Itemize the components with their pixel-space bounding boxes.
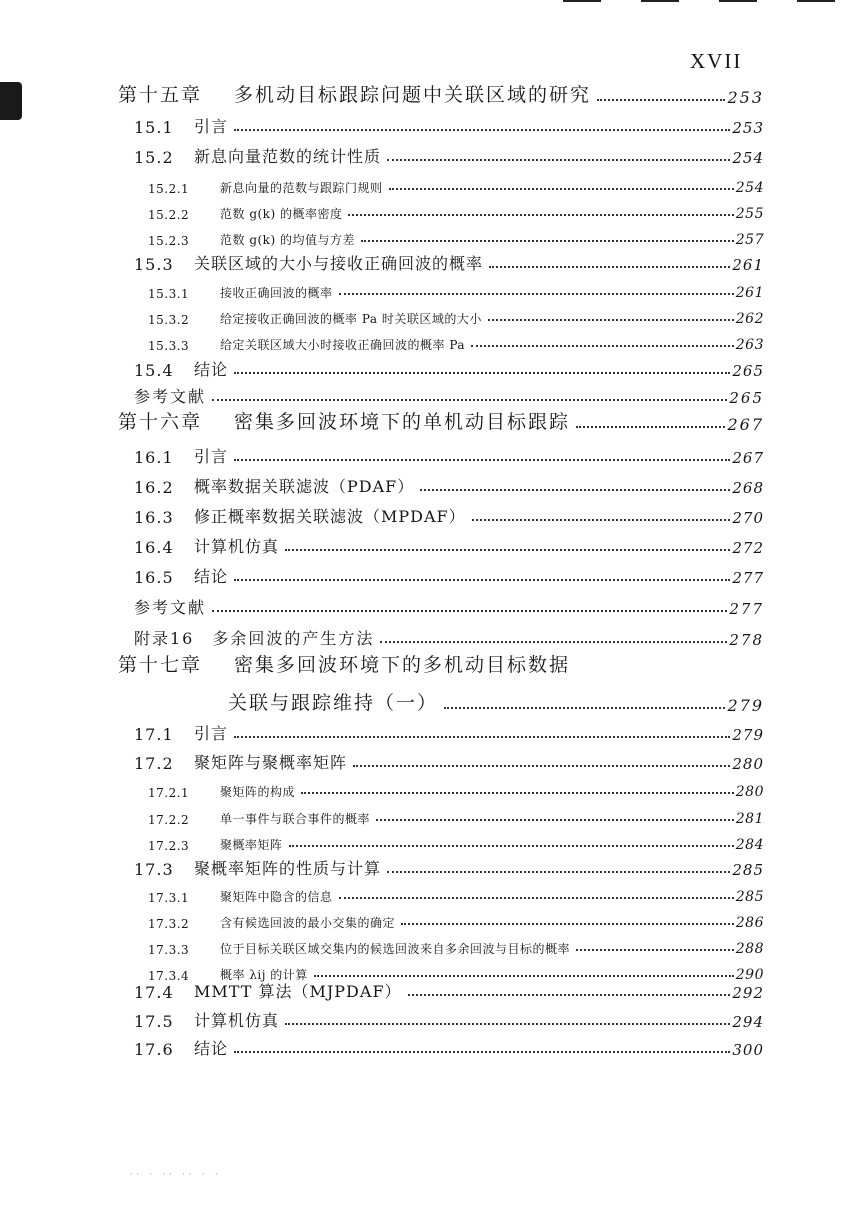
dot-leader bbox=[285, 549, 730, 551]
entry-page: 285 bbox=[735, 889, 764, 905]
entry-title: 修正概率数据关联滤波（MPDAF） bbox=[194, 507, 466, 526]
entry-number: 15.2.3 bbox=[148, 234, 190, 248]
entry-number: 17.3.4 bbox=[148, 969, 190, 983]
entry-page: 278 bbox=[729, 631, 764, 649]
scan-specks: ·· · ·· ·· · · bbox=[130, 1170, 222, 1179]
entry-page: 280 bbox=[735, 784, 764, 800]
toc-entry-sub[interactable] bbox=[148, 273, 764, 301]
toc-entry-section[interactable] bbox=[134, 1031, 764, 1059]
entry-title: 概率数据关联滤波（PDAF） bbox=[194, 477, 415, 496]
dot-leader bbox=[234, 459, 730, 461]
entry-title: 给定接收正确回波的概率 Pa 时关联区域的大小 bbox=[220, 312, 482, 326]
dot-leader bbox=[234, 1051, 730, 1053]
entry-page: 292 bbox=[732, 984, 764, 1002]
entry-number: 17.3 bbox=[134, 860, 174, 879]
entry-title: 引言 bbox=[194, 724, 229, 743]
entry-number: 15.2.1 bbox=[148, 182, 190, 196]
entry-title: 新息向量的范数与跟踪门规则 bbox=[220, 181, 383, 195]
entry-page: 255 bbox=[735, 206, 764, 222]
toc-entry-section[interactable] bbox=[134, 109, 764, 137]
entry-number: 17.3.2 bbox=[148, 917, 190, 931]
entry-number: 15.1 bbox=[134, 118, 174, 137]
toc-entry-section[interactable] bbox=[134, 745, 764, 773]
entry-title: 概率 λij 的计算 bbox=[220, 968, 308, 982]
toc-entry-sub[interactable] bbox=[148, 325, 764, 353]
toc-entry-sub[interactable] bbox=[148, 194, 764, 222]
toc-entry-sub[interactable] bbox=[148, 220, 764, 248]
toc-entry-section[interactable] bbox=[134, 499, 764, 527]
entry-page: 279 bbox=[727, 696, 764, 715]
toc-entry-plain[interactable] bbox=[134, 590, 764, 618]
entry-page: 268 bbox=[732, 479, 764, 497]
dot-leader bbox=[488, 319, 734, 321]
entry-title: 计算机仿真 bbox=[194, 1011, 280, 1030]
entry-page: 280 bbox=[732, 755, 764, 773]
dot-leader bbox=[212, 399, 727, 401]
toc-entry-sub[interactable] bbox=[148, 168, 764, 196]
entry-title: 密集多回波环境下的单机动目标跟踪 bbox=[234, 411, 571, 433]
toc-entry-section[interactable] bbox=[134, 716, 764, 744]
entry-number: 16.1 bbox=[134, 448, 174, 467]
entry-page: 254 bbox=[732, 149, 764, 167]
entry-number: 17.2.1 bbox=[148, 786, 190, 800]
entry-number: 17.4 bbox=[134, 983, 174, 1002]
dot-leader bbox=[353, 765, 730, 767]
entry-number: 17.2 bbox=[134, 754, 174, 773]
entry-page: 261 bbox=[735, 285, 764, 301]
dot-leader bbox=[576, 949, 734, 951]
entry-number: 17.2.2 bbox=[148, 813, 190, 827]
toc-entry-sub[interactable] bbox=[148, 903, 764, 931]
entry-title: 单一事件与联合事件的概率 bbox=[220, 812, 371, 826]
entry-title: 范数 g(k) 的概率密度 bbox=[220, 207, 343, 221]
page-number: XVII bbox=[690, 49, 743, 73]
dot-leader bbox=[387, 159, 730, 161]
entry-page: 267 bbox=[732, 449, 764, 467]
dot-leader bbox=[471, 345, 734, 347]
dot-leader bbox=[376, 819, 734, 821]
entry-page: 262 bbox=[735, 311, 764, 327]
dot-leader bbox=[339, 293, 734, 295]
toc-entry-continuation[interactable] bbox=[228, 687, 764, 715]
toc-entry-section[interactable] bbox=[134, 1003, 764, 1031]
dot-leader bbox=[489, 266, 730, 268]
entry-number: 17.5 bbox=[134, 1012, 174, 1031]
dot-leader bbox=[387, 871, 730, 873]
entry-page: 288 bbox=[735, 941, 764, 957]
entry-number: 17.2.3 bbox=[148, 839, 190, 853]
entry-number: 15.3.2 bbox=[148, 313, 190, 327]
entry-title: 关联与跟踪维持（一） bbox=[228, 692, 439, 714]
toc-entry-section[interactable] bbox=[134, 851, 764, 879]
dot-leader bbox=[285, 1023, 730, 1025]
entry-title: 位于目标关联区域交集内的候选回波来自多余回波与目标的概率 bbox=[220, 942, 571, 956]
toc-entry-chapter[interactable] bbox=[118, 79, 764, 107]
entry-number: 16.5 bbox=[134, 568, 174, 587]
entry-number: 第十五章 bbox=[118, 84, 203, 106]
dot-leader bbox=[420, 489, 730, 491]
entry-title: 含有候选回波的最小交集的确定 bbox=[220, 916, 396, 930]
entry-title: 关联区域的大小与接收正确回波的概率 bbox=[194, 254, 484, 273]
entry-title: 密集多回波环境下的多机动目标数据 bbox=[234, 654, 571, 676]
entry-page: 281 bbox=[735, 811, 764, 827]
entry-title: 聚概率矩阵 bbox=[220, 838, 283, 852]
toc-entry-section[interactable] bbox=[134, 246, 764, 274]
dot-leader bbox=[380, 641, 727, 643]
dot-leader bbox=[234, 129, 730, 131]
entry-title: 引言 bbox=[194, 117, 229, 136]
entry-title: 范数 g(k) 的均值与方差 bbox=[220, 233, 355, 247]
entry-page: 286 bbox=[735, 915, 764, 931]
toc-entry-sub[interactable] bbox=[148, 877, 764, 905]
entry-page: 285 bbox=[732, 861, 764, 879]
entry-number: 17.1 bbox=[134, 725, 174, 744]
toc-entry-sub[interactable] bbox=[148, 299, 764, 327]
toc-entry-section[interactable] bbox=[134, 559, 764, 587]
entry-page: 284 bbox=[735, 837, 764, 853]
dot-leader bbox=[408, 994, 731, 996]
entry-title: 结论 bbox=[194, 1039, 229, 1058]
entry-page: 272 bbox=[732, 539, 764, 557]
toc-entry-sub[interactable] bbox=[148, 929, 764, 957]
dot-leader bbox=[597, 99, 725, 101]
entry-title: 多机动目标跟踪问题中关联区域的研究 bbox=[234, 84, 592, 106]
entry-page: 257 bbox=[735, 232, 764, 248]
dot-leader bbox=[444, 707, 725, 709]
dot-leader bbox=[212, 610, 727, 612]
entry-page: 294 bbox=[732, 1013, 764, 1031]
toc-entry-chapter[interactable] bbox=[118, 649, 570, 677]
entry-page: 254 bbox=[735, 180, 764, 196]
entry-title: 聚矩阵的构成 bbox=[220, 785, 296, 799]
dot-leader bbox=[401, 923, 734, 925]
entry-number: 15.2.2 bbox=[148, 208, 190, 222]
entry-page: 265 bbox=[732, 362, 764, 380]
entry-number: 15.4 bbox=[134, 361, 174, 380]
dot-leader bbox=[576, 426, 725, 428]
dot-leader bbox=[472, 519, 731, 521]
entry-title: 计算机仿真 bbox=[194, 537, 280, 556]
entry-page: 277 bbox=[729, 600, 764, 618]
entry-title: MMTT 算法（MJPDAF） bbox=[194, 982, 402, 1001]
entry-title: 新息向量范数的统计性质 bbox=[194, 147, 382, 166]
entry-number: 15.3.1 bbox=[148, 287, 190, 301]
entry-page: 279 bbox=[732, 726, 764, 744]
entry-number: 15.3 bbox=[134, 255, 174, 274]
entry-page: 277 bbox=[732, 569, 764, 587]
toc-entry-section[interactable] bbox=[134, 529, 764, 557]
dot-leader bbox=[234, 579, 730, 581]
entry-title: 结论 bbox=[194, 567, 229, 586]
entry-page: 263 bbox=[735, 337, 764, 353]
toc-entry-chapter[interactable] bbox=[118, 406, 764, 434]
entry-page: 290 bbox=[735, 967, 764, 983]
entry-number: 17.3.3 bbox=[148, 943, 190, 957]
entry-page: 265 bbox=[729, 389, 764, 407]
toc-entry-plain[interactable] bbox=[134, 621, 764, 649]
dot-leader bbox=[361, 240, 734, 242]
dot-leader bbox=[348, 214, 733, 216]
entry-number: 第十六章 bbox=[118, 411, 203, 433]
entry-number: 17.3.1 bbox=[148, 891, 190, 905]
dot-leader bbox=[301, 792, 734, 794]
dot-leader bbox=[389, 188, 734, 190]
toc-entry-sub[interactable] bbox=[148, 825, 764, 853]
toc-entry-section[interactable] bbox=[134, 439, 764, 467]
entry-page: 253 bbox=[732, 119, 764, 137]
entry-title: 接收正确回波的概率 bbox=[220, 286, 333, 300]
entry-number: 15.3.3 bbox=[148, 339, 190, 353]
dot-leader bbox=[234, 736, 730, 738]
entry-page: 267 bbox=[727, 415, 764, 434]
entry-title: 结论 bbox=[194, 360, 229, 379]
entry-number: 16.4 bbox=[134, 538, 174, 557]
entry-page: 261 bbox=[732, 256, 764, 274]
entry-number: 16.3 bbox=[134, 508, 174, 527]
toc-entry-plain[interactable] bbox=[134, 379, 764, 407]
entry-title: 聚概率矩阵的性质与计算 bbox=[194, 859, 382, 878]
entry-title: 参考文献 bbox=[134, 598, 207, 617]
dot-leader bbox=[234, 372, 730, 374]
entry-page: 300 bbox=[732, 1041, 764, 1059]
entry-number: 第十七章 bbox=[118, 654, 203, 676]
toc-entry-section[interactable] bbox=[134, 469, 764, 497]
toc-entry-section[interactable] bbox=[134, 139, 764, 167]
entry-number: 16.2 bbox=[134, 478, 174, 497]
toc-entry-section[interactable] bbox=[134, 352, 764, 380]
entry-page: 270 bbox=[732, 509, 764, 527]
entry-title: 附录16 多余回波的产生方法 bbox=[134, 629, 375, 648]
dot-leader bbox=[289, 845, 734, 847]
toc-entry-sub[interactable] bbox=[148, 799, 764, 827]
entry-title: 给定关联区域大小时接收正确回波的概率 Pa bbox=[220, 338, 466, 352]
entry-number: 17.6 bbox=[134, 1040, 174, 1059]
toc-entry-sub[interactable] bbox=[148, 772, 764, 800]
entry-title: 参考文献 bbox=[134, 387, 207, 406]
entry-title: 引言 bbox=[194, 447, 229, 466]
entry-number: 15.2 bbox=[134, 148, 174, 167]
dot-leader bbox=[339, 897, 734, 899]
entry-title: 聚矩阵中隐含的信息 bbox=[220, 890, 333, 904]
entry-page: 253 bbox=[727, 88, 764, 107]
toc-entry-section[interactable] bbox=[134, 974, 764, 1002]
entry-title: 聚矩阵与聚概率矩阵 bbox=[194, 753, 348, 772]
